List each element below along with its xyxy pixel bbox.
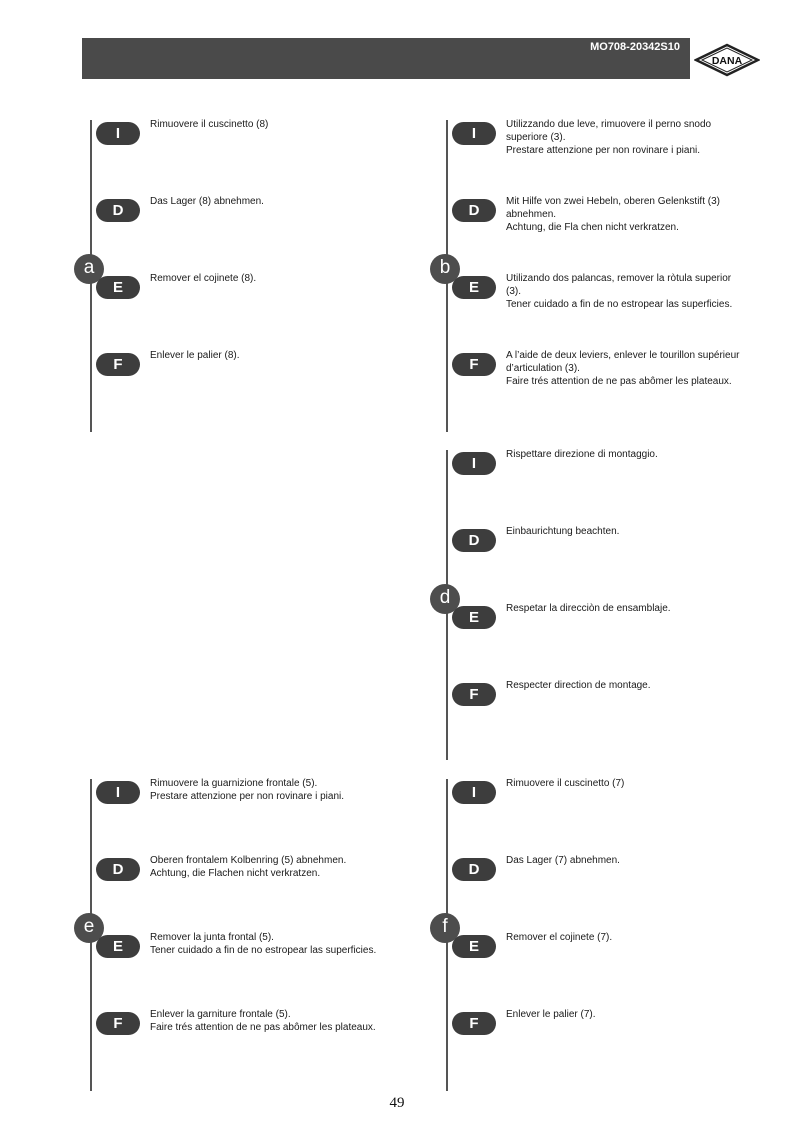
lang-badge-french: F (452, 353, 496, 376)
document-code: MO708-20342S10 (590, 41, 680, 53)
instruction-text: A l’aide de deux leviers, enlever le tourillon supérieur d’articulation (3). Faire trés attention de ne pas abômer les plateaux. (506, 350, 740, 387)
lang-badge-french: F (96, 353, 140, 376)
instruction-text: Rimuovere la guarnizione frontale (5). Prestare attenzione per non rovinare i piani. (150, 778, 345, 802)
section-a (83, 119, 430, 432)
lang-badge-italian: I (96, 781, 140, 804)
instruction-text: Remover la junta frontal (5). Tener cuidado a fin de no estropear las superficies. (150, 932, 377, 956)
dana-logo (694, 42, 760, 78)
instruction-text: Enlever le palier (7). (506, 1009, 596, 1020)
header-bar (82, 38, 690, 79)
instruction-text: Utilizzando due leve, rimuovere il perno snodo superiore (3). Prestare attenzione per non rovinare i piani. (506, 119, 712, 156)
lang-badge-spanish: E (452, 935, 496, 958)
instruction-text: Enlever la garniture frontale (5). Faire trés attention de ne pas abômer les plateaux. (150, 1009, 376, 1033)
lang-badge-spanish: E (452, 606, 496, 629)
instruction-text: Das Lager (7) abnehmen. (506, 855, 620, 866)
svg-text:DANA: DANA (711, 55, 743, 67)
lang-badge-french: F (452, 1012, 496, 1035)
instruction-text: Respecter direction de montage. (506, 680, 651, 691)
section-label: d (430, 584, 460, 614)
lang-badge-italian: I (452, 781, 496, 804)
lang-badge-spanish: E (452, 276, 496, 299)
instruction-text: Einbaurichtung beachten. (506, 526, 620, 537)
lang-badge-french: F (452, 683, 496, 706)
instruction-text: Oberen frontalem Kolbenring (5) abnehmen. Achtung, die Flachen nicht verkratzen. (150, 855, 347, 879)
section-b (439, 119, 786, 432)
section-label: a (74, 254, 104, 284)
section-label: e (74, 913, 104, 943)
instruction-text: Remover el cojinete (8). (150, 273, 257, 284)
section-e (83, 778, 430, 1091)
instruction-text: Remover el cojinete (7). (506, 932, 613, 943)
instruction-text: Enlever le palier (8). (150, 350, 240, 361)
instruction-text: Respetar la direcciòn de ensamblaje. (506, 603, 671, 614)
lang-badge-german: D (96, 858, 140, 881)
lang-badge-spanish: E (96, 276, 140, 299)
section-label: f (430, 913, 460, 943)
lang-badge-spanish: E (96, 935, 140, 958)
lang-badge-italian: I (96, 122, 140, 145)
page-number: 49 (389, 1095, 405, 1111)
instruction-text: Rimuovere il cuscinetto (7) (506, 778, 625, 789)
section-d (439, 449, 786, 760)
lang-badge-italian: I (452, 122, 496, 145)
instruction-text: Rispettare direzione di montaggio. (506, 449, 658, 460)
lang-badge-german: D (452, 858, 496, 881)
lang-badge-german: D (96, 199, 140, 222)
section-label: b (430, 254, 460, 284)
instruction-text: Utilizando dos palancas, remover la ròtula superior (3). Tener cuidado a fin de no estropear las superficies. (506, 273, 733, 310)
lang-badge-german: D (452, 199, 496, 222)
lang-badge-french: F (96, 1012, 140, 1035)
lang-badge-german: D (452, 529, 496, 552)
instruction-text: Rimuovere il cuscinetto (8) (150, 119, 269, 130)
section-f (442, 778, 786, 1091)
lang-badge-italian: I (452, 452, 496, 475)
instruction-text: Das Lager (8) abnehmen. (150, 196, 264, 207)
instruction-text: Mit Hilfe von zwei Hebeln, oberen Gelenkstift (3) abnehmen. Achtung, die Fla chen nicht verkratzen. (506, 196, 720, 233)
